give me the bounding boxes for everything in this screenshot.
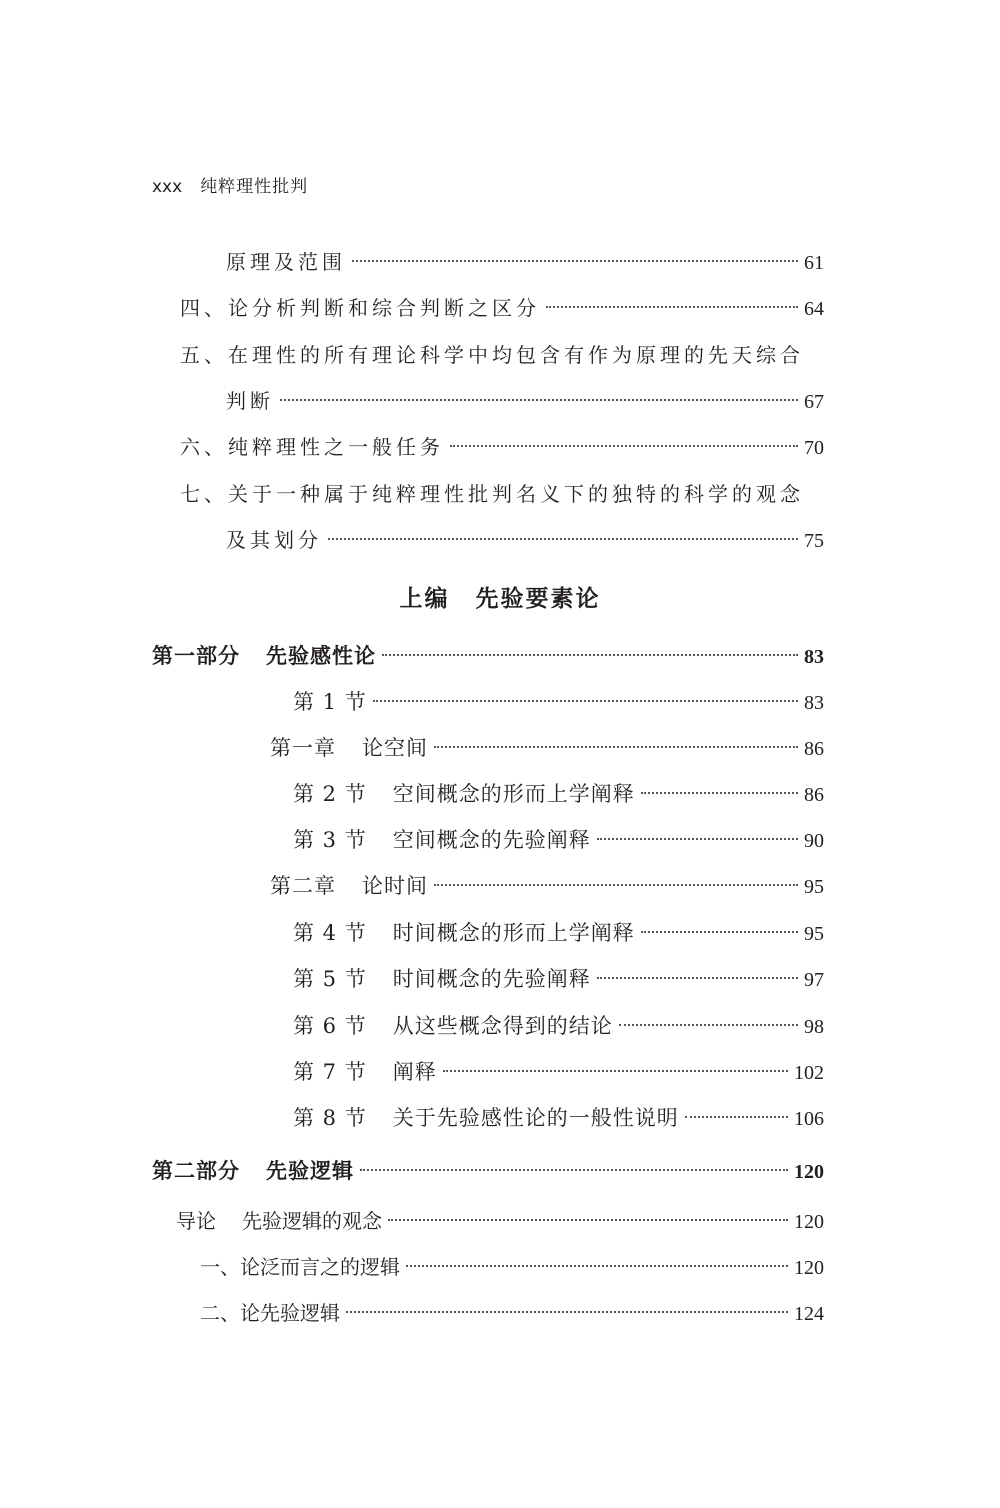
toc-entry[interactable] [180, 478, 824, 507]
leader-dots [641, 792, 798, 794]
toc-entry-page: 64 [804, 298, 824, 320]
toc-entry-page: 120 [794, 1211, 824, 1233]
part-number: 第一部分 [152, 644, 240, 668]
leader-dots [641, 931, 798, 933]
chapter-number: 第一章 [270, 736, 336, 760]
volume-name: 先验要素论 [475, 586, 601, 612]
toc-entry[interactable] [270, 732, 824, 762]
toc-entry[interactable] [293, 963, 824, 993]
toc-entry-label: 一、论泛而言之的逻辑 [200, 1255, 400, 1279]
toc-entry-label: 七、关于一种属于纯粹理性批判名义下的独特的科学的观念 [180, 482, 804, 506]
section-number: 第 7 节 [293, 1060, 367, 1084]
toc-entry-page: 124 [794, 1303, 824, 1325]
toc-entry[interactable] [226, 385, 824, 414]
leader-dots [443, 1070, 788, 1072]
toc-entry-page: 86 [804, 784, 824, 806]
toc-entry[interactable] [270, 870, 824, 900]
leader-dots [450, 445, 798, 447]
running-header [152, 172, 308, 197]
toc-entry[interactable] [200, 1251, 824, 1280]
toc-entry-label: 原理及范围 [226, 250, 346, 274]
toc-entry-page: 90 [804, 830, 824, 852]
toc-entry-label: 及其划分 [226, 528, 322, 552]
toc-entry[interactable] [180, 292, 824, 321]
toc-entry-label: 六、纯粹理性之一般任务 [180, 435, 444, 459]
section-title: 阐释 [392, 1060, 437, 1084]
part-title: 先验感性论 [266, 644, 376, 668]
part-title: 先验逻辑 [266, 1159, 354, 1183]
toc-entry[interactable] [293, 917, 824, 947]
toc-entry[interactable] [293, 1056, 824, 1086]
leader-dots [346, 1311, 788, 1313]
volume-title [0, 580, 1000, 613]
toc-entry-page: 86 [804, 738, 824, 760]
leader-dots [619, 1024, 798, 1026]
toc-entry-page: 97 [804, 969, 824, 991]
toc-entry-page: 95 [804, 876, 824, 898]
section-number: 第 1 节 [293, 690, 367, 714]
leader-dots [352, 260, 798, 262]
chapter-title: 论时间 [362, 874, 428, 898]
section-title: 从这些概念得到的结论 [392, 1014, 613, 1038]
toc-entry-page: 98 [804, 1016, 824, 1038]
leader-dots [597, 977, 798, 979]
leader-dots [360, 1169, 788, 1171]
toc-entry-label: 二、论先验逻辑 [200, 1301, 340, 1325]
toc-entry[interactable] [293, 686, 824, 716]
section-title: 空间概念的先验阐释 [392, 828, 591, 852]
section-number: 第 2 节 [293, 782, 367, 806]
toc-entry-page: 120 [794, 1257, 824, 1279]
section-number: 第 4 节 [293, 921, 367, 945]
toc-entry[interactable] [293, 824, 824, 854]
toc-entry[interactable] [180, 339, 824, 368]
part-number: 第二部分 [152, 1159, 240, 1183]
leader-dots [280, 399, 798, 401]
leader-dots [546, 306, 798, 308]
toc-entry-page: 70 [804, 437, 824, 459]
toc-entry-page: 67 [804, 391, 824, 413]
toc-entry-label: 五、在理性的所有理论科学中均包含有作为原理的先天综合 [180, 343, 804, 367]
section-number: 第 6 节 [293, 1014, 367, 1038]
toc-entry-page: 95 [804, 923, 824, 945]
intro-label: 导论 [176, 1209, 216, 1233]
section-number: 第 8 节 [293, 1106, 367, 1130]
section-title: 空间概念的形而上学阐释 [392, 782, 635, 806]
chapter-title: 论空间 [362, 736, 428, 760]
toc-entry-page: 61 [804, 252, 824, 274]
intro-title: 先验逻辑的观念 [242, 1209, 382, 1233]
volume-part: 上编 [399, 586, 450, 612]
leader-dots [597, 838, 798, 840]
toc-entry[interactable] [226, 524, 824, 553]
toc-part-heading[interactable] [152, 1155, 824, 1185]
toc-entry-label: 四、论分析判断和综合判断之区分 [180, 296, 540, 320]
section-title: 关于先验感性论的一般性说明 [392, 1106, 679, 1130]
toc-entry-page: 106 [794, 1108, 824, 1130]
toc-entry-label: 判断 [226, 389, 274, 413]
section-number: 第 3 节 [293, 828, 367, 852]
section-title: 时间概念的先验阐释 [392, 967, 591, 991]
toc-entry-page: 102 [794, 1062, 824, 1084]
leader-dots [406, 1265, 788, 1267]
leader-dots [434, 884, 798, 886]
header-page-number: xxx [152, 177, 183, 197]
leader-dots [388, 1219, 788, 1221]
leader-dots [382, 654, 798, 656]
section-number: 第 5 节 [293, 967, 367, 991]
section-title: 时间概念的形而上学阐释 [392, 921, 635, 945]
toc-entry[interactable] [200, 1297, 824, 1326]
toc-entry-page: 75 [804, 530, 824, 552]
toc-entry[interactable] [226, 246, 824, 275]
toc-entry[interactable] [176, 1205, 824, 1234]
toc-entry-page: 83 [804, 692, 824, 714]
toc-entry-page: 120 [794, 1161, 824, 1183]
leader-dots [328, 538, 798, 540]
chapter-number: 第二章 [270, 874, 336, 898]
toc-entry[interactable] [180, 431, 824, 460]
header-book-title: 纯粹理性批判 [200, 177, 309, 197]
toc-entry[interactable] [293, 1010, 824, 1040]
toc-entry[interactable] [293, 778, 824, 808]
toc-entry-page: 83 [804, 646, 824, 668]
leader-dots [373, 700, 798, 702]
leader-dots [685, 1116, 788, 1118]
toc-part-heading[interactable] [152, 640, 824, 670]
leader-dots [434, 746, 798, 748]
toc-entry[interactable] [293, 1102, 824, 1132]
